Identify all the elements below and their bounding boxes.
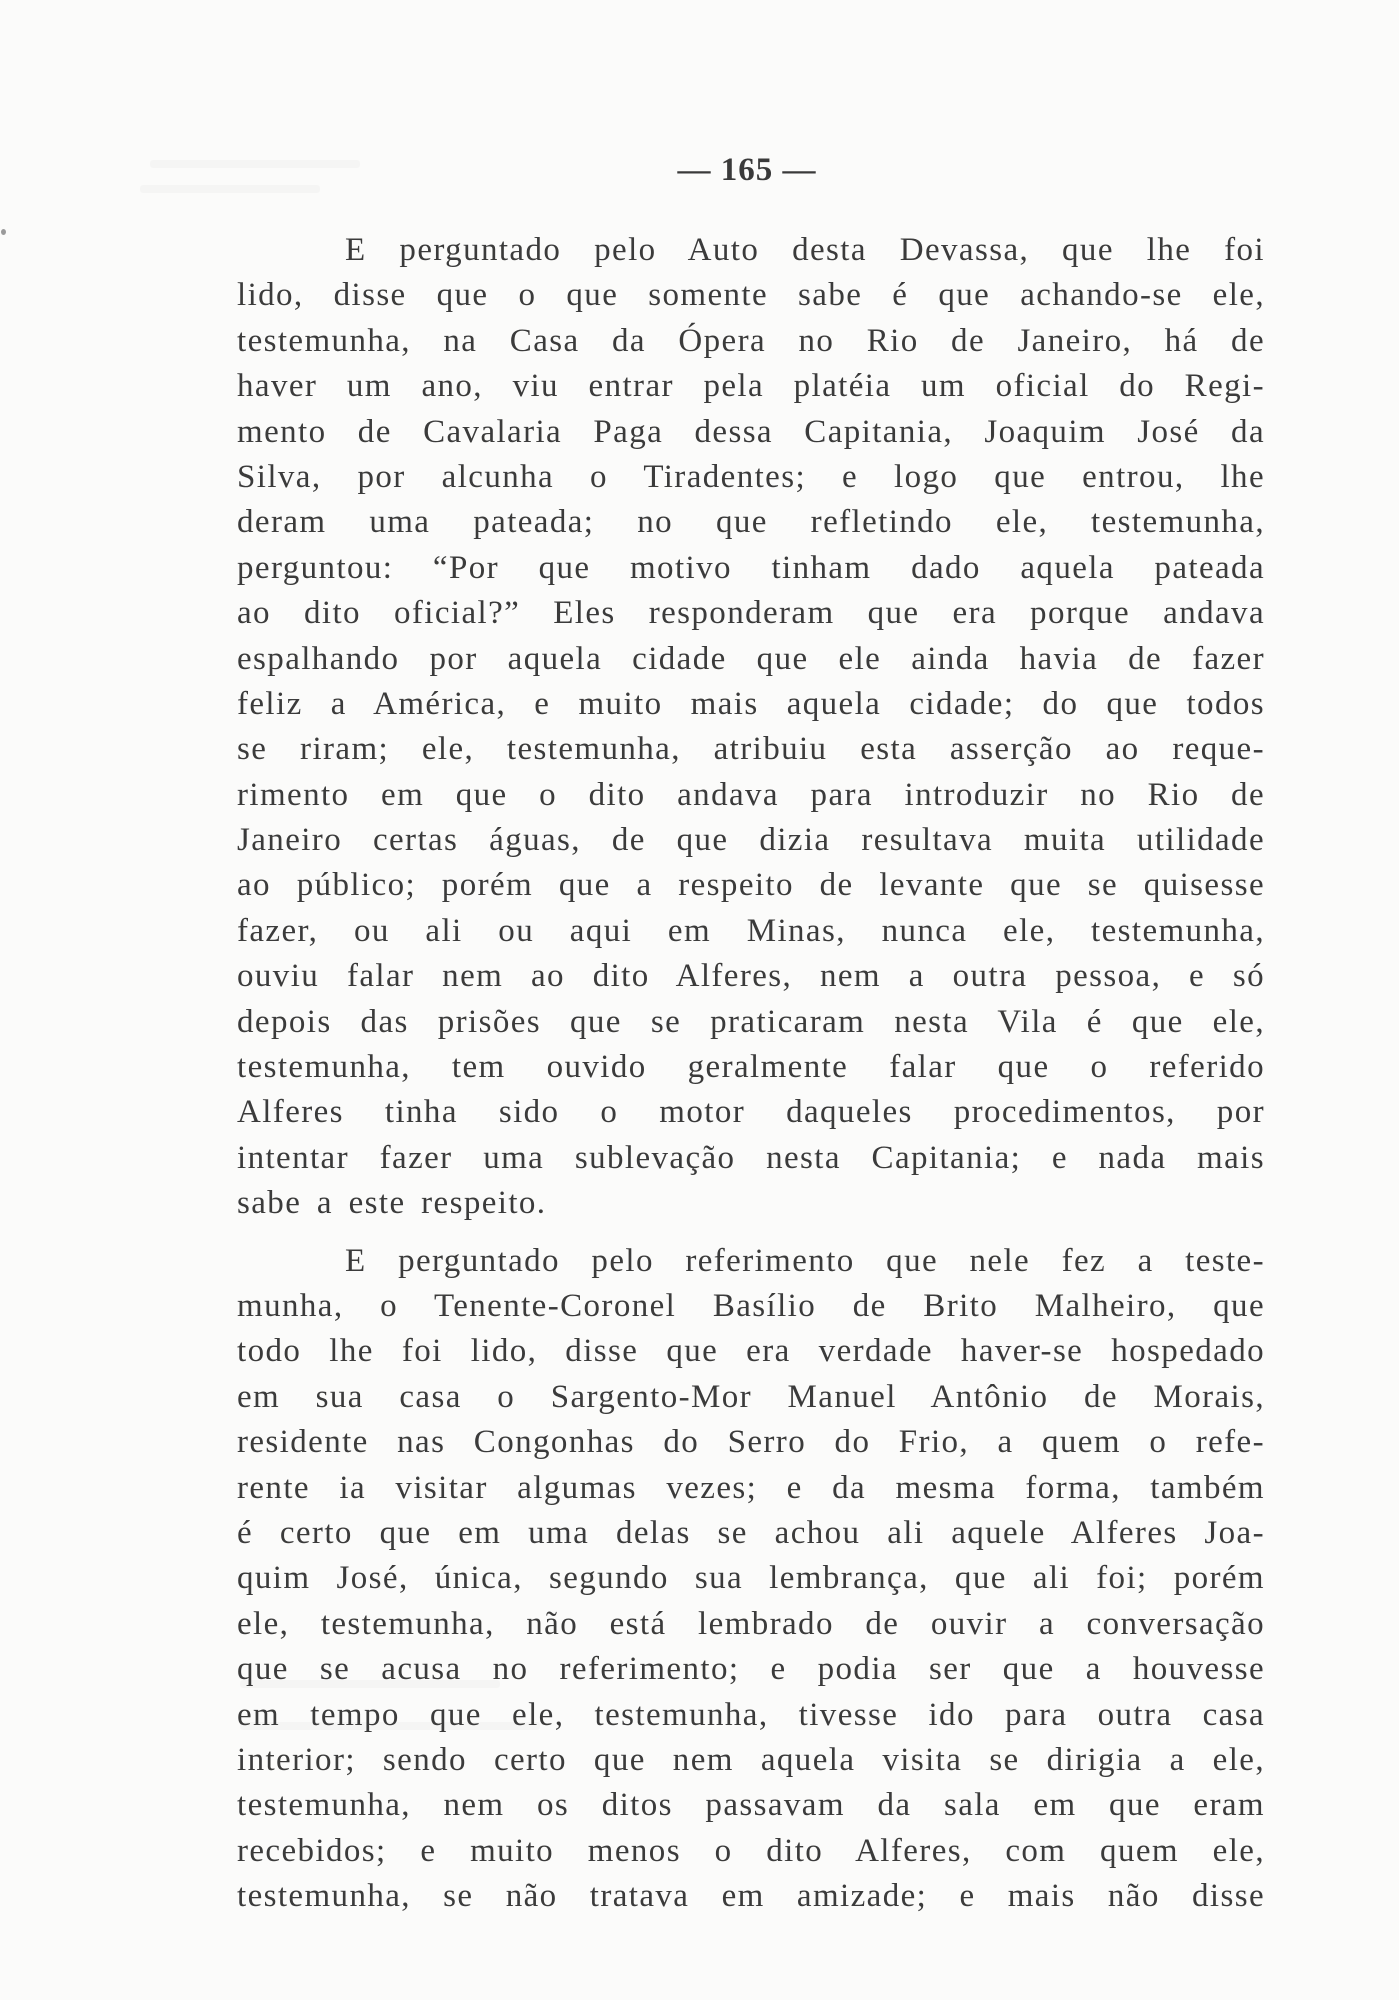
text-line: ouviu falar nem ao dito Alferes, nem a outra pessoa, e só — [237, 958, 1265, 995]
text-line: fazer, ou ali ou aqui em Minas, nunca ele, testemunha, — [237, 912, 1265, 949]
text-line: Janeiro certas águas, de que dizia resultava muita utilidade — [237, 822, 1265, 859]
text-line: E perguntado pelo Auto desta Devassa, que lhe foi — [345, 232, 1265, 268]
text-line: sabe a este respeito. — [237, 1185, 547, 1222]
text-line: Alferes tinha sido o motor daqueles procedimentos, por — [237, 1094, 1265, 1131]
text-line: haver um ano, viu entrar pela platéia um oficial do Regi- — [237, 368, 1265, 405]
text-line: E perguntado pelo referimento que nele fez a teste- — [345, 1242, 1265, 1279]
text-line: quim José, única, segundo sua lembrança, que ali foi; porém — [237, 1560, 1265, 1597]
text-line: ele, testemunha, não está lembrado de ouvir a conversação — [237, 1605, 1265, 1642]
text-line: recebidos; e muito menos o dito Alferes, com quem ele, — [237, 1832, 1265, 1869]
text-line: munha, o Tenente-Coronel Basílio de Brito Malheiro, que — [237, 1287, 1265, 1324]
text-line: Silva, por alcunha o Tiradentes; e logo que entrou, lhe — [237, 458, 1265, 495]
text-line: em sua casa o Sargento-Mor Manuel Antônio de Morais, — [237, 1378, 1265, 1415]
text-line: interior; sendo certo que nem aquela visita se dirigia a ele, — [237, 1741, 1265, 1778]
text-line: rente ia visitar algumas vezes; e da mesma forma, também — [237, 1469, 1265, 1506]
text-line: deram uma pateada; no que refletindo ele, testemunha, — [237, 504, 1265, 541]
text-line: lido, disse que o que somente sabe é que achando-se ele, — [237, 277, 1265, 314]
text-line: se riram; ele, testemunha, atribuiu esta asserção ao reque- — [237, 731, 1265, 768]
text-line: ao dito oficial?” Eles responderam que era porque andava — [237, 595, 1265, 632]
text-line: que se acusa no referimento; e podia ser que a houvesse — [237, 1651, 1265, 1688]
scan-speck — [1, 229, 6, 235]
text-line: testemunha, tem ouvido geralmente falar que o referido — [237, 1049, 1265, 1086]
paragraph-2 — [237, 1239, 1265, 1920]
text-line: residente nas Congonhas do Serro do Frio, a quem o refe- — [237, 1424, 1265, 1461]
text-line: depois das prisões que se praticaram nesta Vila é que ele, — [237, 1003, 1265, 1040]
text-line: em tempo que ele, testemunha, tivesse ido para outra casa — [237, 1696, 1265, 1733]
text-line: testemunha, na Casa da Ópera no Rio de Janeiro, há de — [237, 322, 1265, 359]
body-text — [237, 228, 1265, 1919]
text-line: intentar fazer uma sublevação nesta Capitania; e nada mais — [237, 1139, 1265, 1176]
paragraph-1 — [237, 228, 1265, 1227]
text-line: ao público; porém que a respeito de levante que se quisesse — [237, 867, 1265, 904]
text-line: testemunha, nem os ditos passavam da sala em que eram — [237, 1787, 1265, 1824]
text-line: é certo que em uma delas se achou ali aquele Alferes Joa- — [237, 1514, 1265, 1551]
text-line: testemunha, se não tratava em amizade; e mais não disse — [237, 1878, 1265, 1915]
page-number: — 165 — — [677, 152, 817, 188]
text-line: mento de Cavalaria Paga dessa Capitania, Joaquim José da — [237, 413, 1265, 450]
text-line: rimento em que o dito andava para introduzir no Rio de — [237, 776, 1265, 813]
text-line: espalhando por aquela cidade que ele ainda havia de fazer — [237, 640, 1265, 677]
text-line: perguntou: “Por que motivo tinham dado aquela pateada — [237, 549, 1265, 586]
text-line: feliz a América, e muito mais aquela cidade; do que todos — [237, 685, 1265, 722]
text-line: todo lhe foi lido, disse que era verdade haver-se hospedado — [237, 1333, 1265, 1370]
